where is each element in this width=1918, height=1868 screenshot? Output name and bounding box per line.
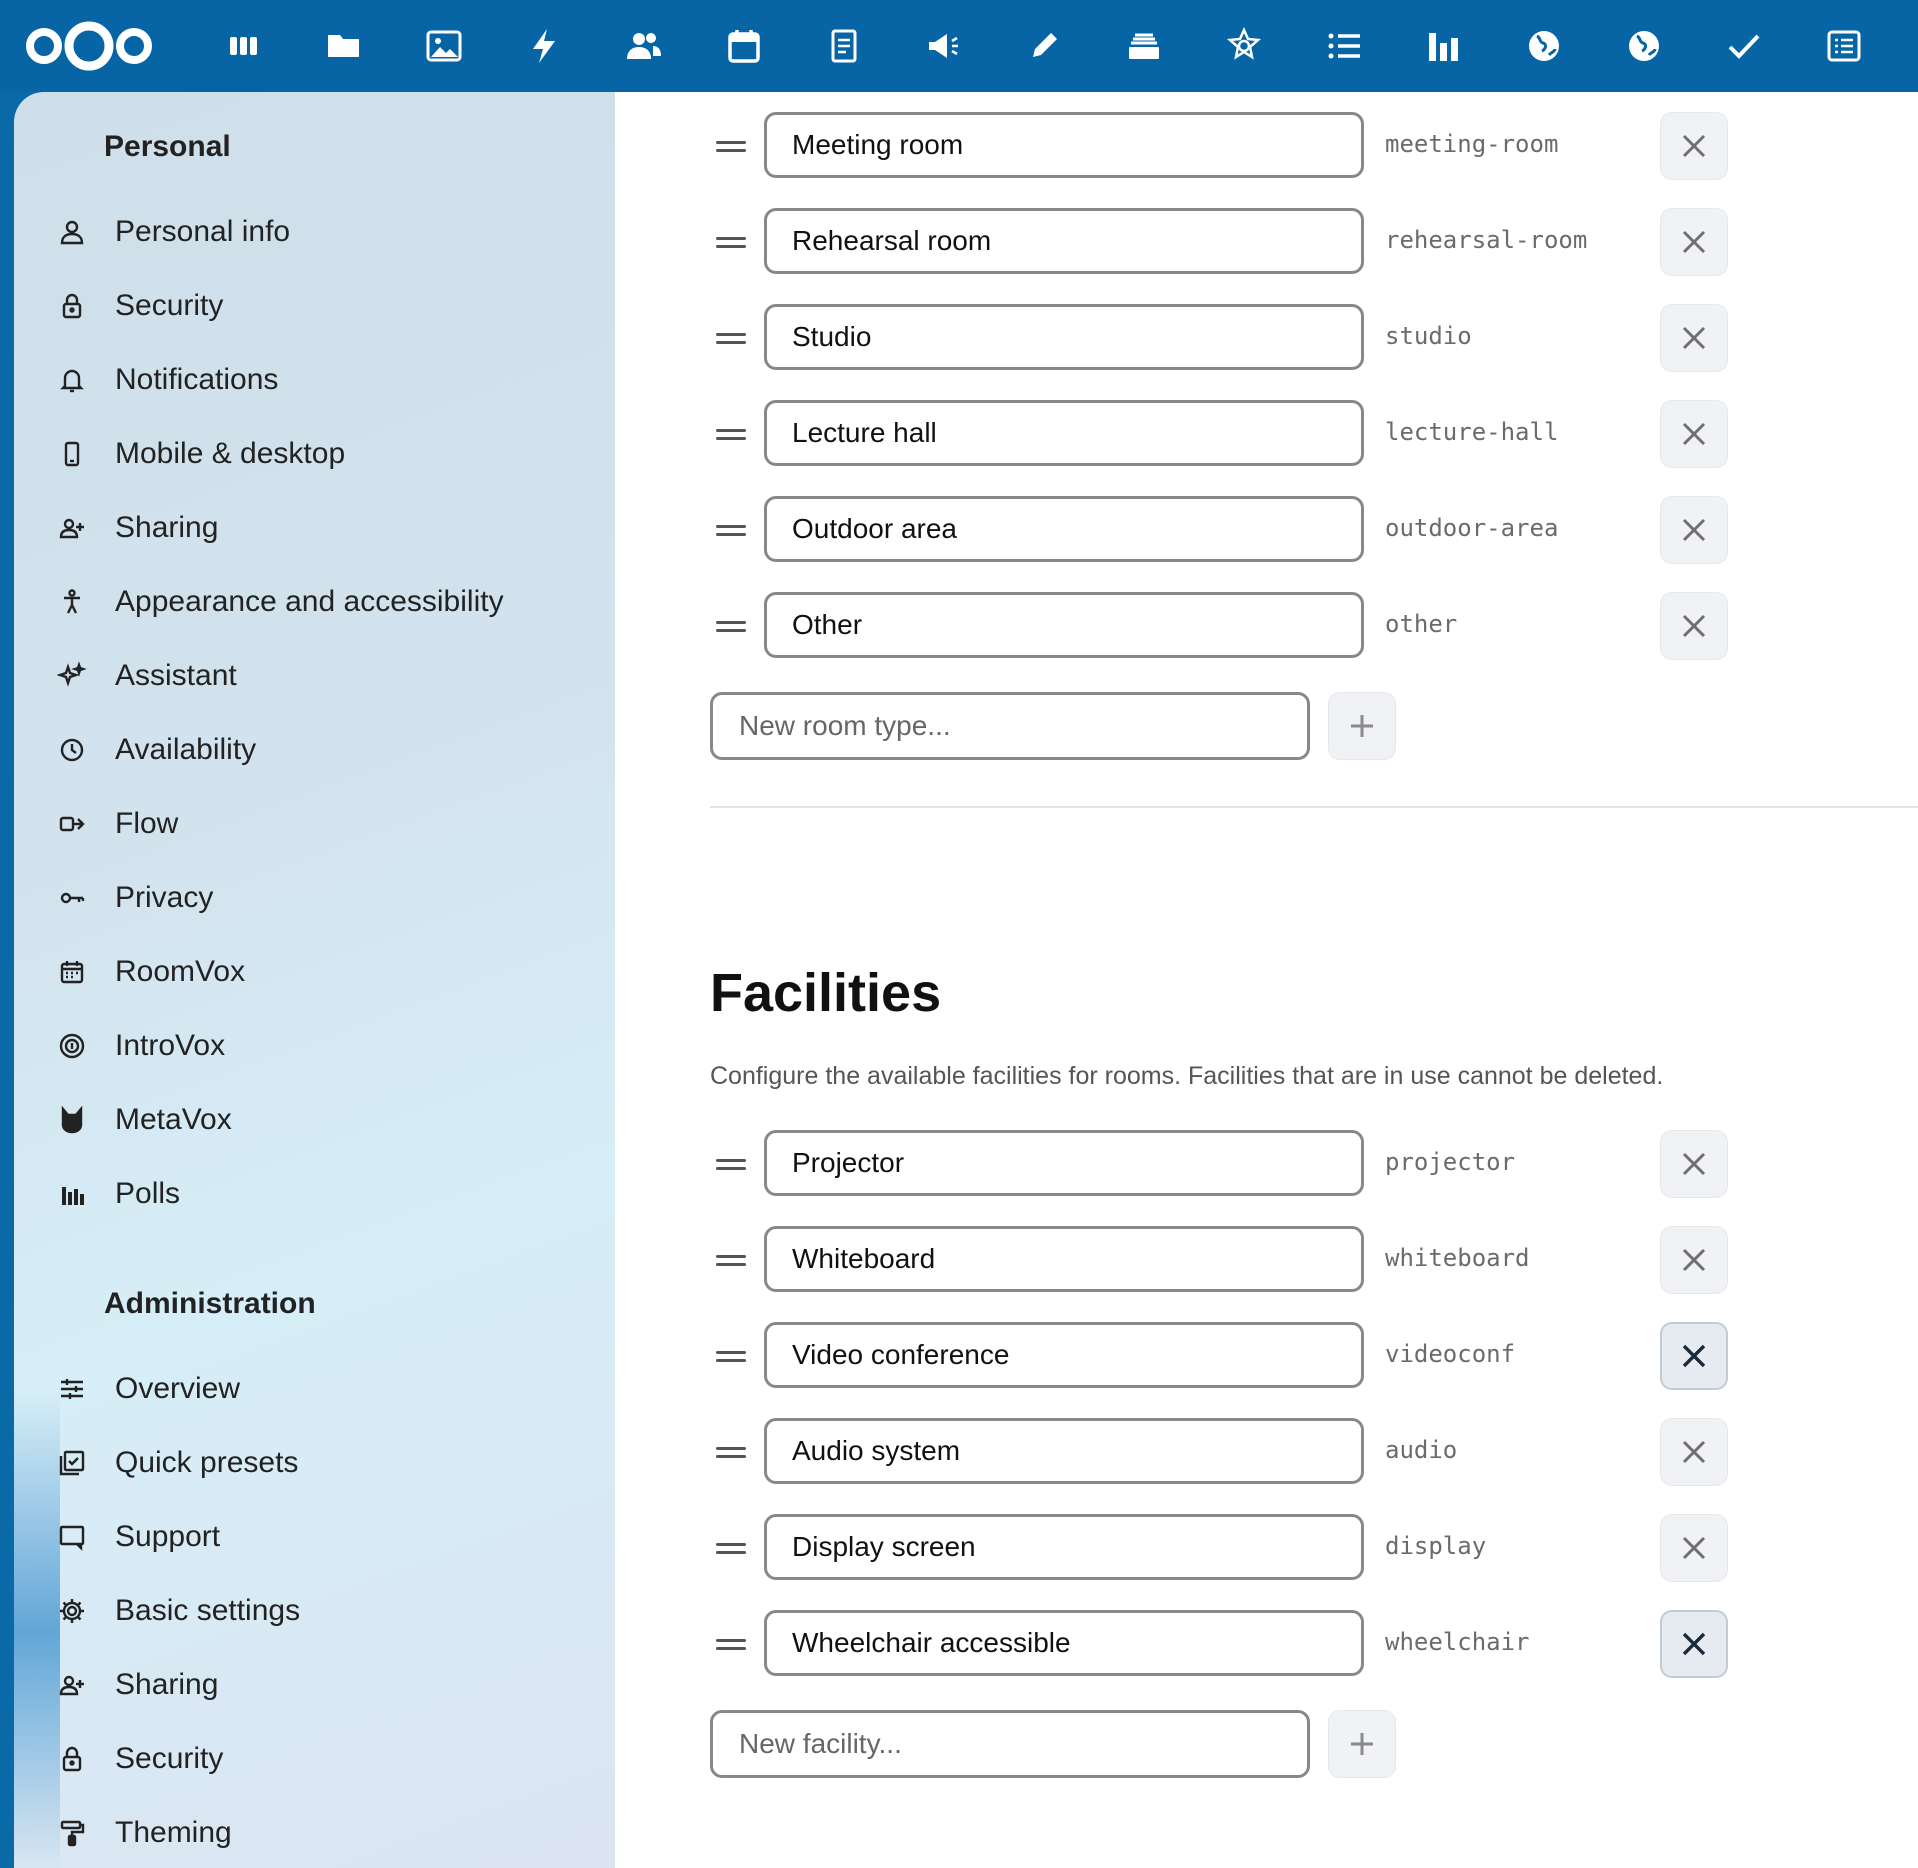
sidebar-item-label: Theming: [115, 1816, 232, 1849]
accessibility-icon: [46, 576, 98, 628]
flow-icon: [46, 798, 98, 850]
app-launcher-checkmark[interactable]: [1716, 18, 1772, 74]
support-icon: [46, 1511, 98, 1563]
app-launcher-deck[interactable]: [1116, 18, 1172, 74]
sidebar-item-label: IntroVox: [115, 1029, 226, 1062]
sidebar-item-personal-info[interactable]: [28, 202, 598, 262]
sidebar-item-label: Basic settings: [115, 1594, 301, 1627]
facility-row: [710, 1610, 1730, 1680]
plus-icon: [1348, 1730, 1376, 1758]
app-launcher-photos[interactable]: [416, 18, 472, 74]
sidebar-item-appearance-and-accessibility[interactable]: [28, 572, 598, 632]
room-type-row: [710, 112, 1730, 182]
checkmark-icon: [1725, 27, 1763, 65]
facility-slug: videoconf: [1385, 1340, 1516, 1368]
add-room-type-button[interactable]: [1328, 692, 1396, 760]
room-type-name-input[interactable]: [764, 400, 1364, 466]
facility-name-input[interactable]: [764, 1226, 1364, 1292]
room-type-name-input[interactable]: [764, 592, 1364, 658]
delete-facility-button[interactable]: [1660, 1418, 1728, 1486]
app-launcher-calendar[interactable]: [716, 18, 772, 74]
room-type-slug: outdoor-area: [1385, 514, 1559, 542]
sidebar-item-label: Polls: [115, 1177, 181, 1210]
contacts-icon: [625, 27, 663, 65]
close-icon: [1680, 1534, 1708, 1562]
sidebar-item-label: Appearance and accessibility: [115, 585, 504, 618]
delete-facility-button[interactable]: [1660, 1130, 1728, 1198]
drag-handle-icon[interactable]: [710, 1342, 750, 1372]
cat-icon: [46, 1094, 98, 1146]
announcements-icon: [925, 27, 963, 65]
facilities-heading: Facilities: [710, 963, 942, 1023]
sidebar-item-overview[interactable]: [28, 1359, 598, 1419]
plus-icon: [1348, 712, 1376, 740]
facility-slug: audio: [1385, 1436, 1458, 1464]
add-facility-button[interactable]: [1328, 1710, 1396, 1778]
user-icon: [46, 206, 98, 258]
sidebar-item-label: Support: [115, 1520, 221, 1553]
sidebar-item-security[interactable]: [28, 276, 598, 336]
polls-icon: [1425, 27, 1463, 65]
room-type-slug: studio: [1385, 322, 1472, 350]
close-icon: [1680, 1630, 1708, 1658]
facility-name-input[interactable]: [764, 1418, 1364, 1484]
sliders-icon: [46, 1363, 98, 1415]
delete-room-type-button[interactable]: [1660, 400, 1728, 468]
app-launcher-notes[interactable]: [816, 18, 872, 74]
text-icon: [1025, 27, 1063, 65]
sidebar-item-label: Security: [115, 1742, 224, 1775]
forms-icon: [1825, 27, 1863, 65]
circles-icon: [1225, 27, 1263, 65]
tasks-list-icon: [1325, 27, 1363, 65]
sidebar-item-assistant[interactable]: [28, 646, 598, 706]
app-launcher-activity[interactable]: [516, 18, 572, 74]
close-icon: [1680, 516, 1708, 544]
drag-handle-icon[interactable]: [710, 1438, 750, 1468]
sidebar-item-basic-settings[interactable]: [28, 1581, 598, 1641]
room-type-name-input[interactable]: [764, 304, 1364, 370]
room-type-slug: rehearsal-room: [1385, 226, 1588, 254]
facility-row: [710, 1514, 1730, 1584]
delete-room-type-button[interactable]: [1660, 496, 1728, 564]
info-circle-icon: [46, 1020, 98, 1072]
facility-name-input[interactable]: [764, 1514, 1364, 1580]
personal-section-title: Personal: [104, 130, 231, 163]
close-icon: [1680, 1150, 1708, 1178]
share-user-icon: [46, 1659, 98, 1711]
photos-icon: [425, 27, 463, 65]
sidebar-item-availability[interactable]: [28, 720, 598, 780]
clock-icon: [46, 724, 98, 776]
room-type-name-input[interactable]: [764, 112, 1364, 178]
sparkle-icon: [46, 650, 98, 702]
dashboard-icon: [225, 27, 263, 65]
new-room-type-input[interactable]: [710, 692, 1310, 760]
app-launcher-circles[interactable]: [1216, 18, 1272, 74]
app-launcher-globe[interactable]: [1516, 18, 1572, 74]
facility-row: [710, 1418, 1730, 1488]
sidebar-item-label: MetaVox: [115, 1103, 232, 1136]
app-launcher-polls[interactable]: [1416, 18, 1472, 74]
deck-icon: [1125, 27, 1163, 65]
drag-handle-icon[interactable]: [710, 324, 750, 354]
app-launcher-dashboard[interactable]: [216, 18, 272, 74]
sidebar-item-label: Security: [115, 289, 224, 322]
facility-row: [710, 1322, 1730, 1392]
globe-icon: [1525, 27, 1563, 65]
facilities-description: Configure the available facilities for rooms. Facilities that are in use cannot be deleted.: [710, 1062, 1664, 1090]
sidebar-item-label: Overview: [115, 1372, 241, 1405]
facility-name-input[interactable]: [764, 1130, 1364, 1196]
app-launcher-forms[interactable]: [1816, 18, 1872, 74]
room-type-slug: meeting-room: [1385, 130, 1559, 158]
close-icon: [1680, 228, 1708, 256]
gear-icon: [46, 1585, 98, 1637]
sidebar-item-label: Quick presets: [115, 1446, 299, 1479]
delete-room-type-button[interactable]: [1660, 208, 1728, 276]
files-icon: [325, 27, 363, 65]
sidebar-item-privacy[interactable]: [28, 868, 598, 928]
room-type-slug: lecture-hall: [1385, 418, 1559, 446]
sidebar-item-support[interactable]: [28, 1507, 598, 1567]
sidebar-item-label: Assistant: [115, 659, 237, 692]
poll-bars-icon: [46, 1168, 98, 1220]
sidebar-item-label: RoomVox: [115, 955, 246, 988]
drag-handle-icon[interactable]: [710, 1630, 750, 1660]
sidebar-item-sharing[interactable]: [28, 498, 598, 558]
app-launcher-tasks-list[interactable]: [1316, 18, 1372, 74]
sidebar-item-notifications[interactable]: [28, 350, 598, 410]
room-type-slug: other: [1385, 610, 1458, 638]
drag-handle-icon[interactable]: [710, 420, 750, 450]
sidebar-item-flow[interactable]: [28, 794, 598, 854]
settings-sidebar: [14, 92, 615, 1868]
facility-row: [710, 1226, 1730, 1296]
delete-room-type-button[interactable]: [1660, 112, 1728, 180]
lock-icon: [46, 280, 98, 332]
app-launcher-announcements[interactable]: [916, 18, 972, 74]
sidebar-item-label: Personal info: [115, 215, 291, 248]
facility-slug: projector: [1385, 1148, 1516, 1176]
close-icon: [1680, 612, 1708, 640]
phone-icon: [46, 428, 98, 480]
sidebar-item-label: Availability: [115, 733, 257, 766]
sidebar-item-label: Mobile & desktop: [115, 437, 346, 470]
sidebar-item-label: Notifications: [115, 363, 279, 396]
close-icon: [1680, 1342, 1708, 1370]
sidebar-item-introvox[interactable]: [28, 1016, 598, 1076]
drag-handle-icon[interactable]: [710, 228, 750, 258]
facility-slug: whiteboard: [1385, 1244, 1530, 1272]
room-type-row: [710, 304, 1730, 374]
presets-icon: [46, 1437, 98, 1489]
app-launcher-text[interactable]: [1016, 18, 1072, 74]
section-divider: [710, 806, 1918, 808]
drag-handle-icon[interactable]: [710, 516, 750, 546]
room-type-name-input[interactable]: [764, 496, 1364, 562]
delete-facility-button[interactable]: [1660, 1514, 1728, 1582]
new-facility-row: [710, 1710, 1410, 1780]
nextcloud-logo-icon[interactable]: [24, 18, 154, 74]
drag-handle-icon[interactable]: [710, 1534, 750, 1564]
room-type-row: [710, 592, 1730, 662]
close-icon: [1680, 132, 1708, 160]
top-bar: [0, 0, 1918, 92]
calendar-grid-icon: [46, 946, 98, 998]
administration-section-title: Administration: [104, 1287, 316, 1320]
sidebar-item-roomvox[interactable]: [28, 942, 598, 1002]
sidebar-item-quick-presets[interactable]: [28, 1433, 598, 1493]
sidebar-item-mobile-desktop[interactable]: [28, 424, 598, 484]
facility-name-input[interactable]: [764, 1610, 1364, 1676]
delete-facility-button[interactable]: [1660, 1226, 1728, 1294]
close-icon: [1680, 324, 1708, 352]
sidebar-item-label: Sharing: [115, 1668, 219, 1701]
lock-icon: [46, 1733, 98, 1785]
app-launcher-files[interactable]: [316, 18, 372, 74]
drag-handle-icon[interactable]: [710, 1150, 750, 1180]
key-icon: [46, 872, 98, 924]
calendar-icon: [725, 27, 763, 65]
sidebar-item-label: Flow: [115, 807, 179, 840]
drag-handle-icon[interactable]: [710, 612, 750, 642]
sidebar-item-security[interactable]: [28, 1729, 598, 1789]
sidebar-item-metavox[interactable]: [28, 1090, 598, 1150]
globe-alt-icon: [1625, 27, 1663, 65]
delete-facility-button[interactable]: [1660, 1322, 1728, 1390]
new-facility-input[interactable]: [710, 1710, 1310, 1778]
drag-handle-icon[interactable]: [710, 132, 750, 162]
share-user-icon: [46, 502, 98, 554]
facility-name-input[interactable]: [764, 1322, 1364, 1388]
room-type-name-input[interactable]: [764, 208, 1364, 274]
delete-room-type-button[interactable]: [1660, 304, 1728, 372]
bell-icon: [46, 354, 98, 406]
delete-facility-button[interactable]: [1660, 1610, 1728, 1678]
activity-icon: [525, 27, 563, 65]
room-type-row: [710, 400, 1730, 470]
close-icon: [1680, 1438, 1708, 1466]
main-content: [615, 92, 1918, 1868]
facility-row: [710, 1130, 1730, 1200]
close-icon: [1680, 420, 1708, 448]
room-type-row: [710, 496, 1730, 566]
notes-icon: [825, 27, 863, 65]
sidebar-item-polls[interactable]: [28, 1164, 598, 1224]
sidebar-item-label: Sharing: [115, 511, 219, 544]
new-room-type-row: [710, 692, 1410, 762]
app-launcher-globe-alt[interactable]: [1616, 18, 1672, 74]
sidebar-item-sharing[interactable]: [28, 1655, 598, 1715]
facility-slug: wheelchair: [1385, 1628, 1530, 1656]
sidebar-item-theming[interactable]: [28, 1803, 598, 1863]
app-launcher-contacts[interactable]: [616, 18, 672, 74]
close-icon: [1680, 1246, 1708, 1274]
sidebar-item-label: Privacy: [115, 881, 214, 914]
facility-slug: display: [1385, 1532, 1487, 1560]
delete-room-type-button[interactable]: [1660, 592, 1728, 660]
paint-roller-icon: [46, 1807, 98, 1859]
room-type-row: [710, 208, 1730, 278]
drag-handle-icon[interactable]: [710, 1246, 750, 1276]
